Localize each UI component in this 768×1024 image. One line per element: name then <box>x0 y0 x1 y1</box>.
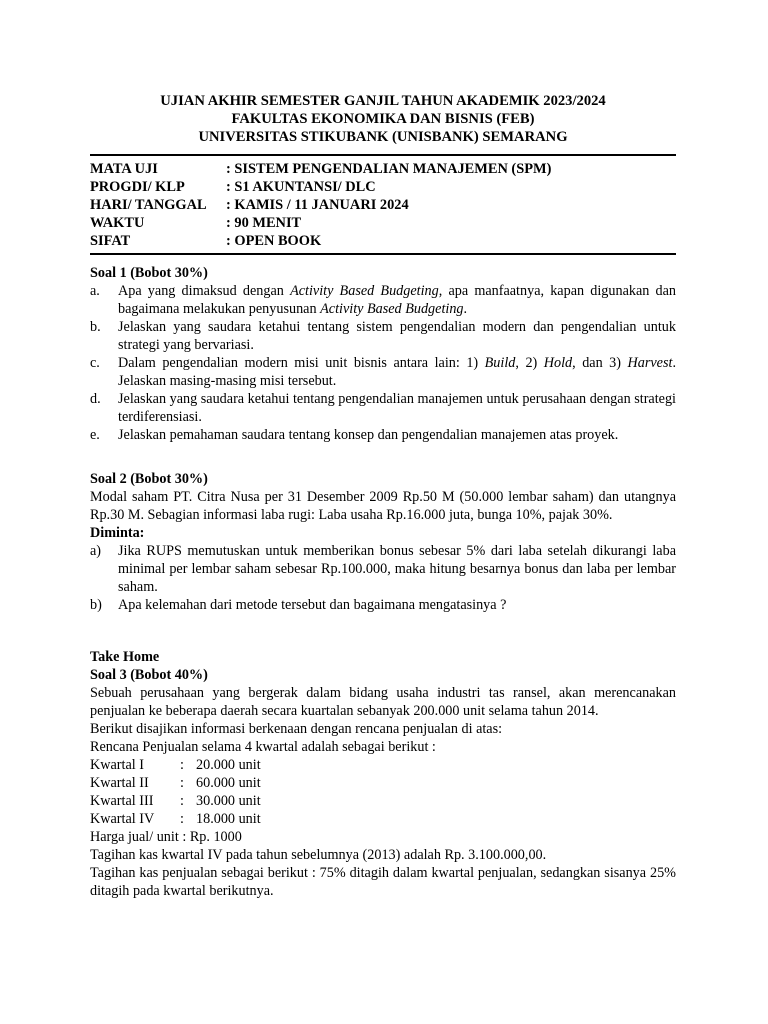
soal-3-section <box>90 648 676 900</box>
info-key: SIFAT <box>90 233 131 249</box>
soal-2-title: Soal 2 (Bobot 30%) <box>90 471 208 487</box>
kwartal-row <box>90 792 676 810</box>
soal-2-section <box>90 470 676 614</box>
exam-info <box>90 160 676 250</box>
tagihan-kas-penjualan: Tagihan kas penjualan sebagai berikut : 75% ditagih dalam kwartal penjualan, sedangkan sisanya 25% ditagih pada kwartal berikutnya. <box>90 865 676 899</box>
header-line-3: UNIVERSITAS STIKUBANK (UNISBANK) SEMARANG <box>198 129 568 145</box>
kwartal-name: Kwartal III <box>90 793 154 809</box>
list-item <box>90 542 676 596</box>
divider-top <box>90 154 676 156</box>
kwartal-row <box>90 810 676 828</box>
list-marker: a) <box>90 543 102 559</box>
kwartal-value: 18.000 unit <box>196 811 261 827</box>
info-key: HARI/ TANGGAL <box>90 197 207 213</box>
soal-1-list <box>90 282 676 444</box>
info-key: WAKTU <box>90 215 145 231</box>
soal-3-line-2: Berikut disajikan informasi berkenaan dengan rencana penjualan di atas: <box>90 721 503 737</box>
question-text: Jelaskan yang saudara ketahui tentang sistem pengendalian modern dan pengendalian untuk strategi yang bervariasi. <box>118 319 676 353</box>
info-key: PROGDI/ KLP <box>90 179 185 195</box>
list-item <box>90 282 676 318</box>
list-item <box>90 426 676 444</box>
soal-2-intro: Modal saham PT. Citra Nusa per 31 Desember 2009 Rp.50 M (50.000 lembar saham) dan utangnya Rp.30 M. Sebagian informasi laba rugi: Laba usaha Rp.16.000 juta, bunga 10%, pajak 30%. <box>90 489 676 523</box>
kwartal-value: 20.000 unit <box>196 757 261 773</box>
kwartal-value: 30.000 unit <box>196 793 261 809</box>
question-text: Dalam pengendalian modern misi unit bisnis antara lain: 1) Build, 2) Hold, dan 3) Harvest. Jelaskan masing-masing misi tersebut. <box>118 355 676 389</box>
list-marker: c. <box>90 355 100 371</box>
kwartal-value: 60.000 unit <box>196 775 261 791</box>
question-text: Jelaskan yang saudara ketahui tentang pengendalian manajemen untuk perusahaan dengan strategi terdiferensiasi. <box>118 391 676 425</box>
soal-3-intro: Sebuah perusahaan yang bergerak dalam bidang usaha industri tas ransel, akan merencanakan penjualan ke beberapa daerah secara kuartalan sebanyak 200.000 unit selama tahun 2014. <box>90 685 676 719</box>
info-row-hari-tanggal <box>90 196 676 214</box>
list-item <box>90 354 676 390</box>
kwartal-name: Kwartal IV <box>90 811 155 827</box>
list-marker: e. <box>90 427 100 443</box>
list-marker: a. <box>90 283 100 299</box>
kwartal-colon: : <box>180 775 184 791</box>
question-text: Jika RUPS memutuskan untuk memberikan bonus sebesar 5% dari laba setelah dikurangi laba minimal per lembar saham sebesar Rp.100.000, maka hitung besarnya bonus dan laba per lembar saham. <box>118 543 676 595</box>
kwartal-list <box>90 756 676 828</box>
kwartal-row <box>90 774 676 792</box>
soal-2-list <box>90 542 676 614</box>
list-marker: b) <box>90 597 102 613</box>
kwartal-name: Kwartal I <box>90 757 144 773</box>
info-row-mata-uji <box>90 160 676 178</box>
kwartal-colon: : <box>180 793 184 809</box>
info-value: : KAMIS / 11 JANUARI 2024 <box>226 197 409 213</box>
info-value: : OPEN BOOK <box>226 233 322 249</box>
tagihan-kas-2013: Tagihan kas kwartal IV pada tahun sebelumnya (2013) adalah Rp. 3.100.000,00. <box>90 847 547 863</box>
list-item <box>90 318 676 354</box>
info-key: MATA UJI <box>90 161 158 177</box>
diminta-label: Diminta: <box>90 525 145 541</box>
info-value: : SISTEM PENGENDALIAN MANAJEMEN (SPM) <box>226 161 552 177</box>
kwartal-row <box>90 756 676 774</box>
kwartal-colon: : <box>180 811 184 827</box>
info-value: : 90 MENIT <box>226 215 302 231</box>
list-marker: b. <box>90 319 101 335</box>
soal-3-line-3: Rencana Penjualan selama 4 kwartal adalah sebagai berikut : <box>90 739 436 755</box>
soal-3-title: Soal 3 (Bobot 40%) <box>90 667 208 683</box>
question-text: Apa yang dimaksud dengan Activity Based Budgeting, apa manfaatnya, kapan digunakan dan bagaimana melakukan penyusunan Activity Based Budgeting. <box>118 283 677 317</box>
question-text: Jelaskan pemahaman saudara tentang konsep dan pengendalian manajemen atas proyek. <box>118 427 619 443</box>
soal-1-title: Soal 1 (Bobot 30%) <box>90 265 208 281</box>
list-item <box>90 390 676 426</box>
kwartal-name: Kwartal II <box>90 775 149 791</box>
info-row-progdi <box>90 178 676 196</box>
header-line-1: UJIAN AKHIR SEMESTER GANJIL TAHUN AKADEMIK 2023/2024 <box>160 93 606 109</box>
exam-header <box>90 92 676 146</box>
harga-jual: Harga jual/ unit : Rp. 1000 <box>90 829 242 845</box>
list-marker: d. <box>90 391 101 407</box>
take-home-label: Take Home <box>90 649 160 665</box>
info-value: : S1 AKUNTANSI/ DLC <box>226 179 376 195</box>
question-text: Apa kelemahan dari metode tersebut dan bagaimana mengatasinya ? <box>118 597 507 613</box>
kwartal-colon: : <box>180 757 184 773</box>
info-row-sifat <box>90 232 676 250</box>
list-item <box>90 596 676 614</box>
header-line-2: FAKULTAS EKONOMIKA DAN BISNIS (FEB) <box>231 111 535 127</box>
info-row-waktu <box>90 214 676 232</box>
soal-1-section <box>90 264 676 444</box>
exam-page <box>90 92 676 900</box>
